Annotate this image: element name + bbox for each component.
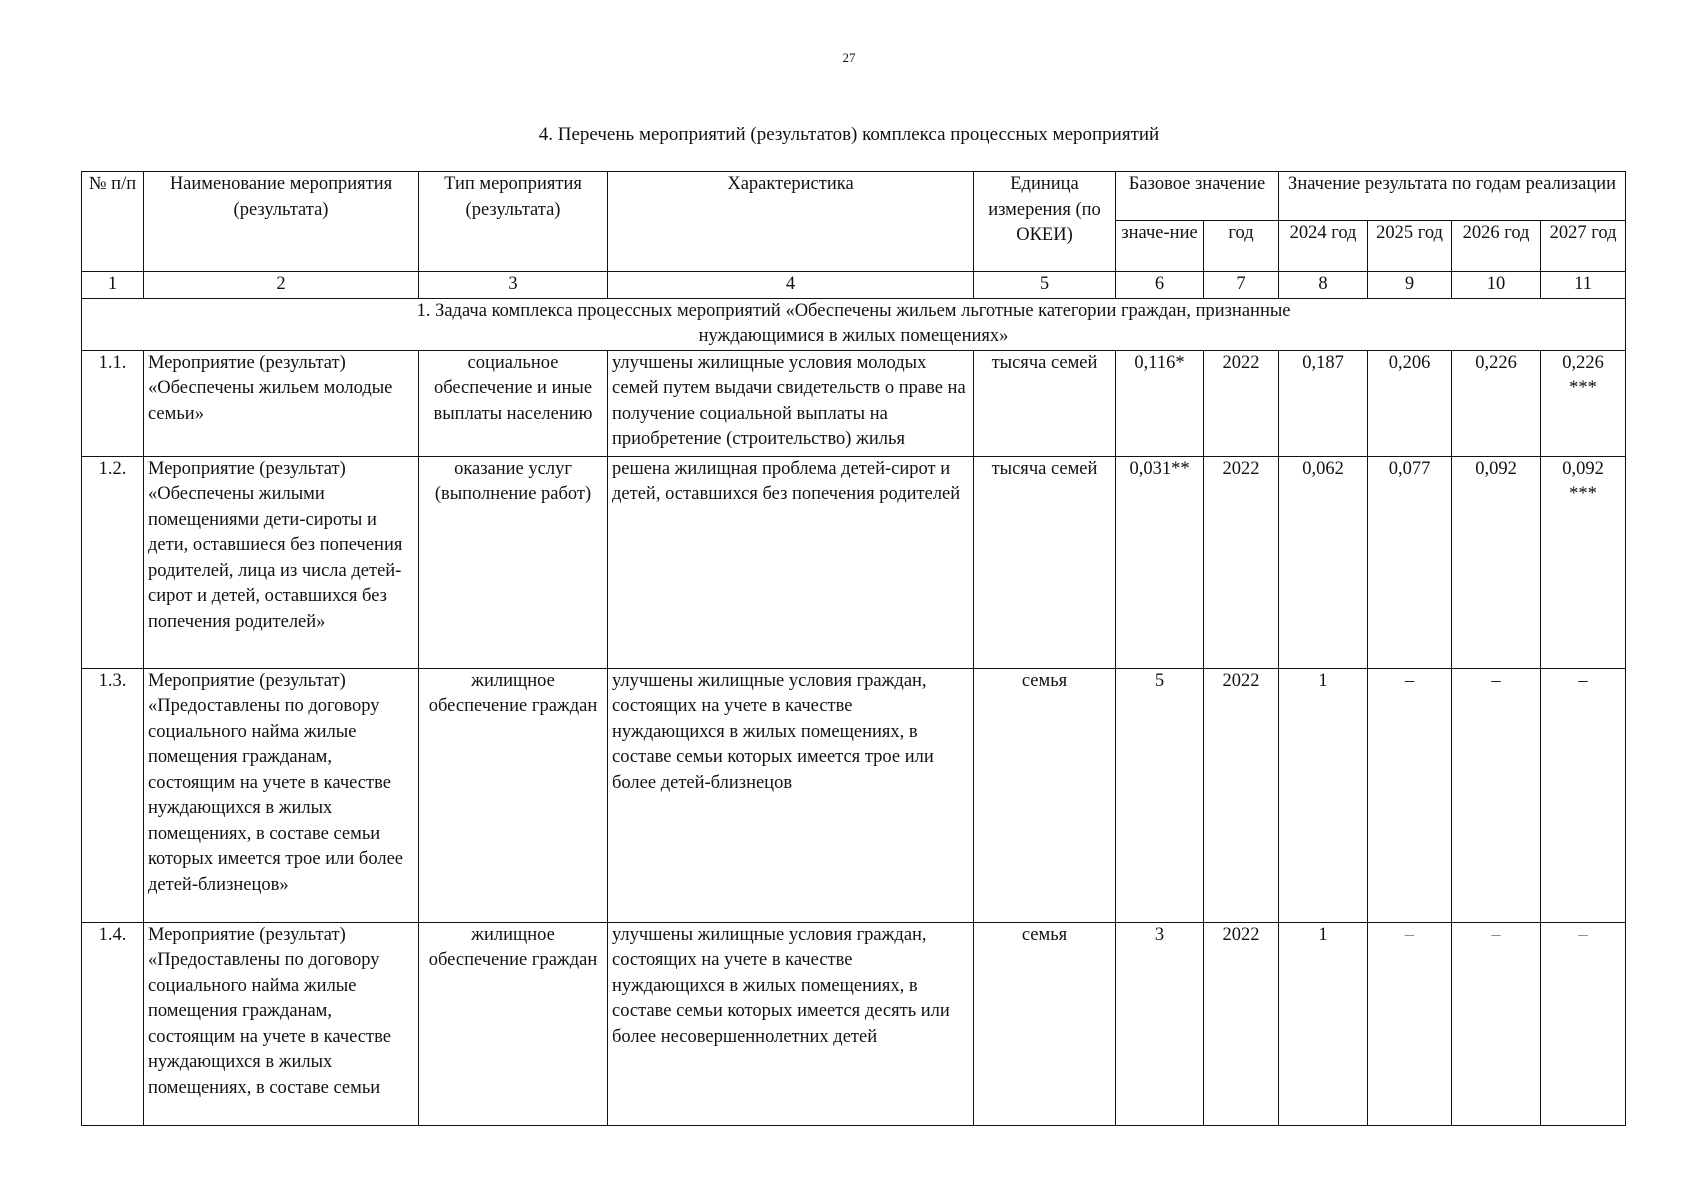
header-result: Значение результата по годам реализации <box>1279 172 1626 221</box>
column-number: 3 <box>419 272 608 299</box>
header-2024: 2024 год <box>1279 221 1368 272</box>
row-base-year: 2022 <box>1204 456 1279 668</box>
header-2026: 2026 год <box>1452 221 1541 272</box>
row-type: социальное обеспечение и иные выплаты населению <box>419 350 608 456</box>
column-number: 4 <box>608 272 974 299</box>
row-value-2026: – <box>1452 668 1541 922</box>
header-num: № п/п <box>82 172 144 272</box>
header-unit: Единица измерения (по ОКЕИ) <box>974 172 1116 272</box>
column-number: 7 <box>1204 272 1279 299</box>
row-type: оказание услуг (выполнение работ) <box>419 456 608 668</box>
section-title: 1. Задача комплекса процессных мероприятий «Обеспечены жильем льготные категории граждан, признанные нуждающимися в жилых помещениях» <box>82 298 1626 350</box>
row-unit: тысяча семей <box>974 350 1116 456</box>
row-base-value: 0,031** <box>1116 456 1204 668</box>
header-2025: 2025 год <box>1368 221 1452 272</box>
table-row <box>82 668 1626 922</box>
row-base-year: 2022 <box>1204 922 1279 1125</box>
header-type: Тип мероприятия (результата) <box>419 172 608 272</box>
row-name: Мероприятие (результат) «Предоставлены по договору социального найма жилые помещения гражданам, состоящим на учете в качестве нуждающихся в жилых помещениях, в составе семьи которых имеется трое или более детей-близнецов» <box>144 668 419 922</box>
row-unit: семья <box>974 922 1116 1125</box>
row-value-2027: – <box>1541 922 1626 1125</box>
row-value-2026: – <box>1452 922 1541 1125</box>
row-characteristic: улучшены жилищные условия граждан, состоящих на учете в качестве нуждающихся в жилых помещениях, в составе семьи которых имеется трое или более детей-близнецов <box>608 668 974 922</box>
header-base: Базовое значение <box>1116 172 1279 221</box>
row-base-value: 0,116* <box>1116 350 1204 456</box>
section-row <box>82 298 1626 350</box>
row-characteristic: решена жилищная проблема детей-сирот и детей, оставшихся без попечения родителей <box>608 456 974 668</box>
row-unit: тысяча семей <box>974 456 1116 668</box>
row-value-2025: 0,077 <box>1368 456 1452 668</box>
row-characteristic: улучшены жилищные условия граждан, состоящих на учете в качестве нуждающихся в жилых помещениях, в составе семьи которых имеется десять или более несовершеннолетних детей <box>608 922 974 1125</box>
row-base-value: 3 <box>1116 922 1204 1125</box>
row-type: жилищное обеспечение граждан <box>419 922 608 1125</box>
measures-table <box>81 171 1626 1126</box>
row-base-year: 2022 <box>1204 350 1279 456</box>
header-row <box>82 172 1626 221</box>
row-value-2027: – <box>1541 668 1626 922</box>
row-num: 1.4. <box>82 922 144 1125</box>
column-number-row <box>82 272 1626 299</box>
row-num: 1.1. <box>82 350 144 456</box>
row-name: Мероприятие (результат) «Предоставлены по договору социального найма жилые помещения гражданам, состоящим на учете в качестве нуждающихся в жилых помещениях, в составе семьи <box>144 922 419 1125</box>
header-characteristic: Характеристика <box>608 172 974 272</box>
header-2027: 2027 год <box>1541 221 1626 272</box>
column-number: 6 <box>1116 272 1204 299</box>
document-title: 4. Перечень мероприятий (результатов) комплекса процессных мероприятий <box>538 124 1160 145</box>
header-name: Наименование мероприятия (результата) <box>144 172 419 272</box>
column-number: 5 <box>974 272 1116 299</box>
column-number: 1 <box>82 272 144 299</box>
row-base-value: 5 <box>1116 668 1204 922</box>
row-type: жилищное обеспечение граждан <box>419 668 608 922</box>
row-value-2025: 0,206 <box>1368 350 1452 456</box>
row-characteristic: улучшены жилищные условия молодых семей путем выдачи свидетельств о праве на получение социальной выплаты на приобретение (строительство) жилья <box>608 350 974 456</box>
column-number: 10 <box>1452 272 1541 299</box>
column-number: 9 <box>1368 272 1452 299</box>
row-name: Мероприятие (результат) «Обеспечены жилыми помещениями дети-сироты и дети, оставшиеся без попечения родителей, лица из числа детей-сирот и детей, оставшихся без попечения родителей» <box>144 456 419 668</box>
row-num: 1.2. <box>82 456 144 668</box>
column-number: 11 <box>1541 272 1626 299</box>
row-value-2027: 0,226 *** <box>1541 350 1626 456</box>
row-value-2024: 1 <box>1279 668 1368 922</box>
table-row <box>82 456 1626 668</box>
header-base-year: год <box>1204 221 1279 272</box>
row-name: Мероприятие (результат) «Обеспечены жильем молодые семьи» <box>144 350 419 456</box>
row-value-2024: 0,062 <box>1279 456 1368 668</box>
row-value-2027: 0,092 *** <box>1541 456 1626 668</box>
row-value-2024: 1 <box>1279 922 1368 1125</box>
column-number: 8 <box>1279 272 1368 299</box>
row-value-2025: – <box>1368 922 1452 1125</box>
row-num: 1.3. <box>82 668 144 922</box>
row-value-2024: 0,187 <box>1279 350 1368 456</box>
row-base-year: 2022 <box>1204 668 1279 922</box>
table-row <box>82 922 1626 1125</box>
header-base-value: значе-ние <box>1116 221 1204 272</box>
row-value-2026: 0,092 <box>1452 456 1541 668</box>
column-number: 2 <box>144 272 419 299</box>
row-value-2026: 0,226 <box>1452 350 1541 456</box>
page-number: 27 <box>842 50 856 65</box>
row-unit: семья <box>974 668 1116 922</box>
table-row <box>82 350 1626 456</box>
row-value-2025: – <box>1368 668 1452 922</box>
